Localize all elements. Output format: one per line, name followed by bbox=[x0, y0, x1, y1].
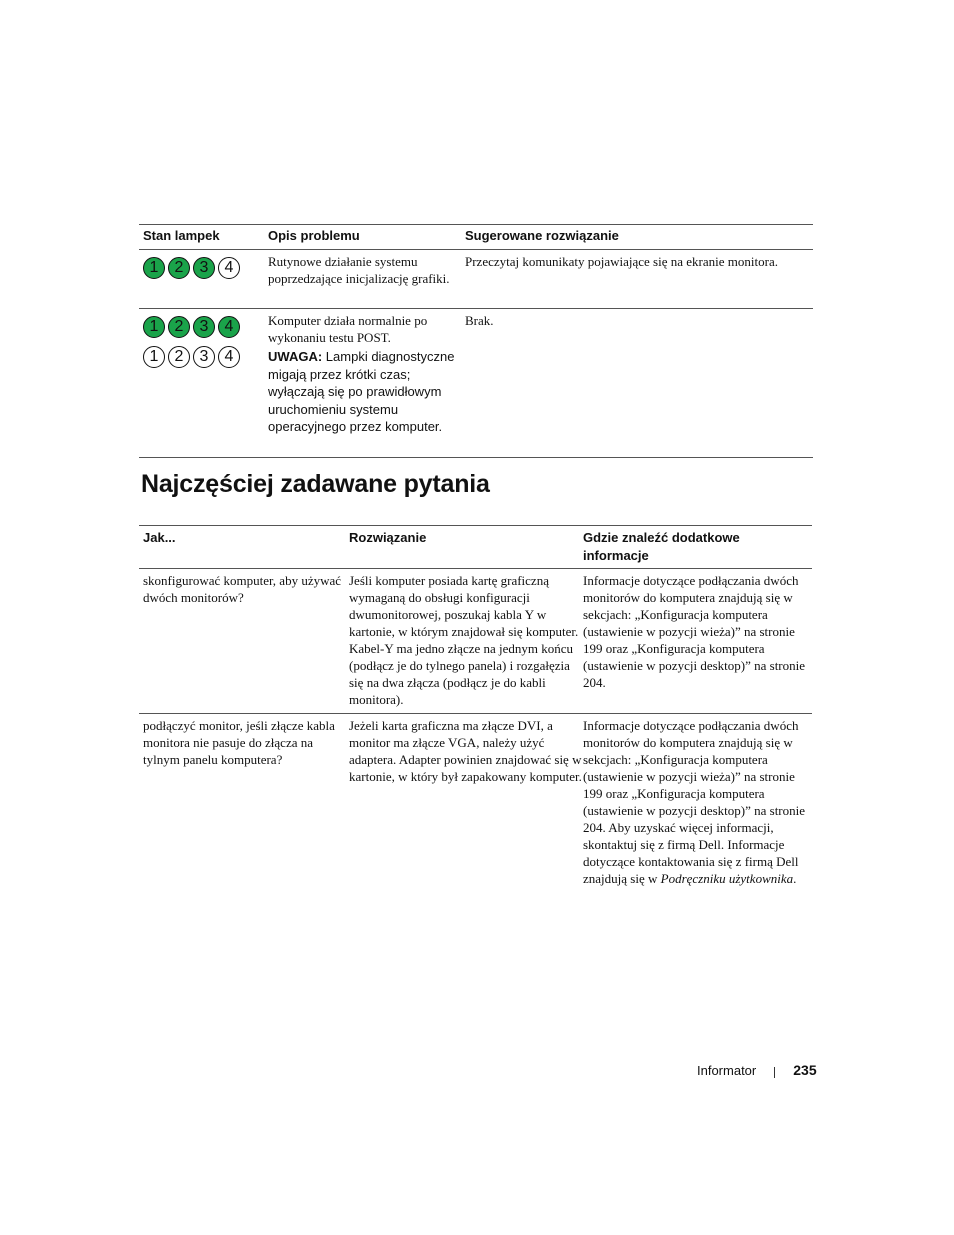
faq-info-end: . bbox=[793, 871, 797, 886]
table-row bbox=[139, 569, 812, 713]
faq-question: podłączyć monitor, jeśli złącze kabla monitora nie pasuje do złącza na tylnym panelu komputera? bbox=[143, 718, 335, 767]
table-header-row bbox=[139, 225, 813, 249]
faq-solution: Jeżeli karta graficzna ma złącze DVI, a monitor ma złącze VGA, należy użyć adaptera. Adapter powinien znajdować się w kartonie, w który był zapakowany komputer. bbox=[349, 718, 582, 784]
diagnostic-lights bbox=[143, 253, 268, 279]
suggested-solution: Brak. bbox=[465, 313, 494, 328]
faq-solution: Jeśli komputer posiada kartę graficzną wymaganą do obsługi konfiguracji dwumonitorowej, poszukaj kabla Y w kartonie, w którym znajdował się komputer. Kabel-Y ma jedno złącze na jednym końcu (podłącz je do tylnego panela) i rozgałęzia się na dwa złącza (podłącz je do kabli monitora). bbox=[349, 573, 579, 707]
header-cell: Stan lampek bbox=[143, 228, 220, 243]
light-2-off-icon: 2 bbox=[168, 346, 190, 368]
problem-cell bbox=[268, 312, 465, 457]
header-cell: Sugerowane rozwiązanie bbox=[465, 228, 619, 243]
section-title: Najczęściej zadawane pytania bbox=[141, 470, 490, 498]
table-row bbox=[139, 309, 813, 457]
diagnostic-lights-on bbox=[143, 312, 268, 338]
footer-section: Informator bbox=[697, 1062, 757, 1078]
diagnostic-lights-off bbox=[143, 338, 268, 368]
lights-cell bbox=[139, 312, 268, 457]
light-4-off-icon: 4 bbox=[218, 346, 240, 368]
problem-description: Rutynowe działanie systemu poprzedzające inicjalizację grafiki. bbox=[268, 254, 450, 286]
light-2-on-icon: 2 bbox=[168, 316, 190, 338]
status-lights-table bbox=[139, 224, 813, 458]
problem-description: Komputer działa normalnie po wykonaniu testu POST. bbox=[268, 313, 428, 345]
light-4-off-icon: 4 bbox=[218, 257, 240, 279]
header-cell: Rozwiązanie bbox=[349, 530, 427, 545]
suggested-solution: Przeczytaj komunikaty pojawiające się na ekranie monitora. bbox=[465, 254, 778, 269]
note-text: Lampki diagnostyczne migają przez krótki czas; wyłączają się po prawidłowym uruchomieniu systemu operacyjnego przez komputer. bbox=[268, 349, 455, 434]
table-bottom-rule bbox=[139, 457, 813, 458]
light-3-on-icon: 3 bbox=[193, 257, 215, 279]
light-1-on-icon: 1 bbox=[143, 316, 165, 338]
note bbox=[268, 348, 465, 436]
faq-info-cell bbox=[583, 717, 812, 887]
guide-title: Podręczniku użytkownika bbox=[660, 871, 794, 886]
faq-info: Informacje dotyczące podłączania dwóch monitorów do komputera znajdują się w sekcjach: „Konfiguracja komputera (ustawienie w pozycji wieża)” na stronie 199 oraz „Konfiguracja komputera (ustawienie w pozycji desktop)” na stronie 204. Aby uzyskać więcej informacji, skontaktuj się z firmą Dell. Informacje dotyczące kontaktowania się z firmą Dell znajdują się w bbox=[583, 718, 806, 886]
light-3-on-icon: 3 bbox=[193, 316, 215, 338]
note-label: UWAGA: bbox=[268, 349, 323, 364]
header-cell: Opis problemu bbox=[268, 228, 360, 243]
header-cell: Gdzie znaleźć dodatkowe informacje bbox=[583, 530, 740, 563]
light-3-off-icon: 3 bbox=[193, 346, 215, 368]
footer-separator bbox=[774, 1067, 775, 1078]
faq-info: Informacje dotyczące podłączania dwóch monitorów do komputera znajdują się w sekcjach: „Konfiguracja komputera (ustawienie w pozycji wieża)” na stronie 199 oraz „Konfiguracja komputera (ustawienie w pozycji desktop)” na stronie 204. bbox=[583, 573, 806, 690]
header-cell: Jak... bbox=[143, 530, 176, 545]
faq-table bbox=[139, 525, 812, 887]
light-4-on-icon: 4 bbox=[218, 316, 240, 338]
light-1-on-icon: 1 bbox=[143, 257, 165, 279]
light-2-on-icon: 2 bbox=[168, 257, 190, 279]
page-footer bbox=[697, 1062, 817, 1078]
light-1-off-icon: 1 bbox=[143, 346, 165, 368]
lights-cell bbox=[139, 253, 268, 308]
table-row bbox=[139, 250, 813, 308]
page-number: 235 bbox=[793, 1062, 817, 1078]
table-row bbox=[139, 714, 812, 887]
faq-question: skonfigurować komputer, aby używać dwóch monitorów? bbox=[143, 573, 342, 605]
table-header-row bbox=[139, 526, 812, 568]
